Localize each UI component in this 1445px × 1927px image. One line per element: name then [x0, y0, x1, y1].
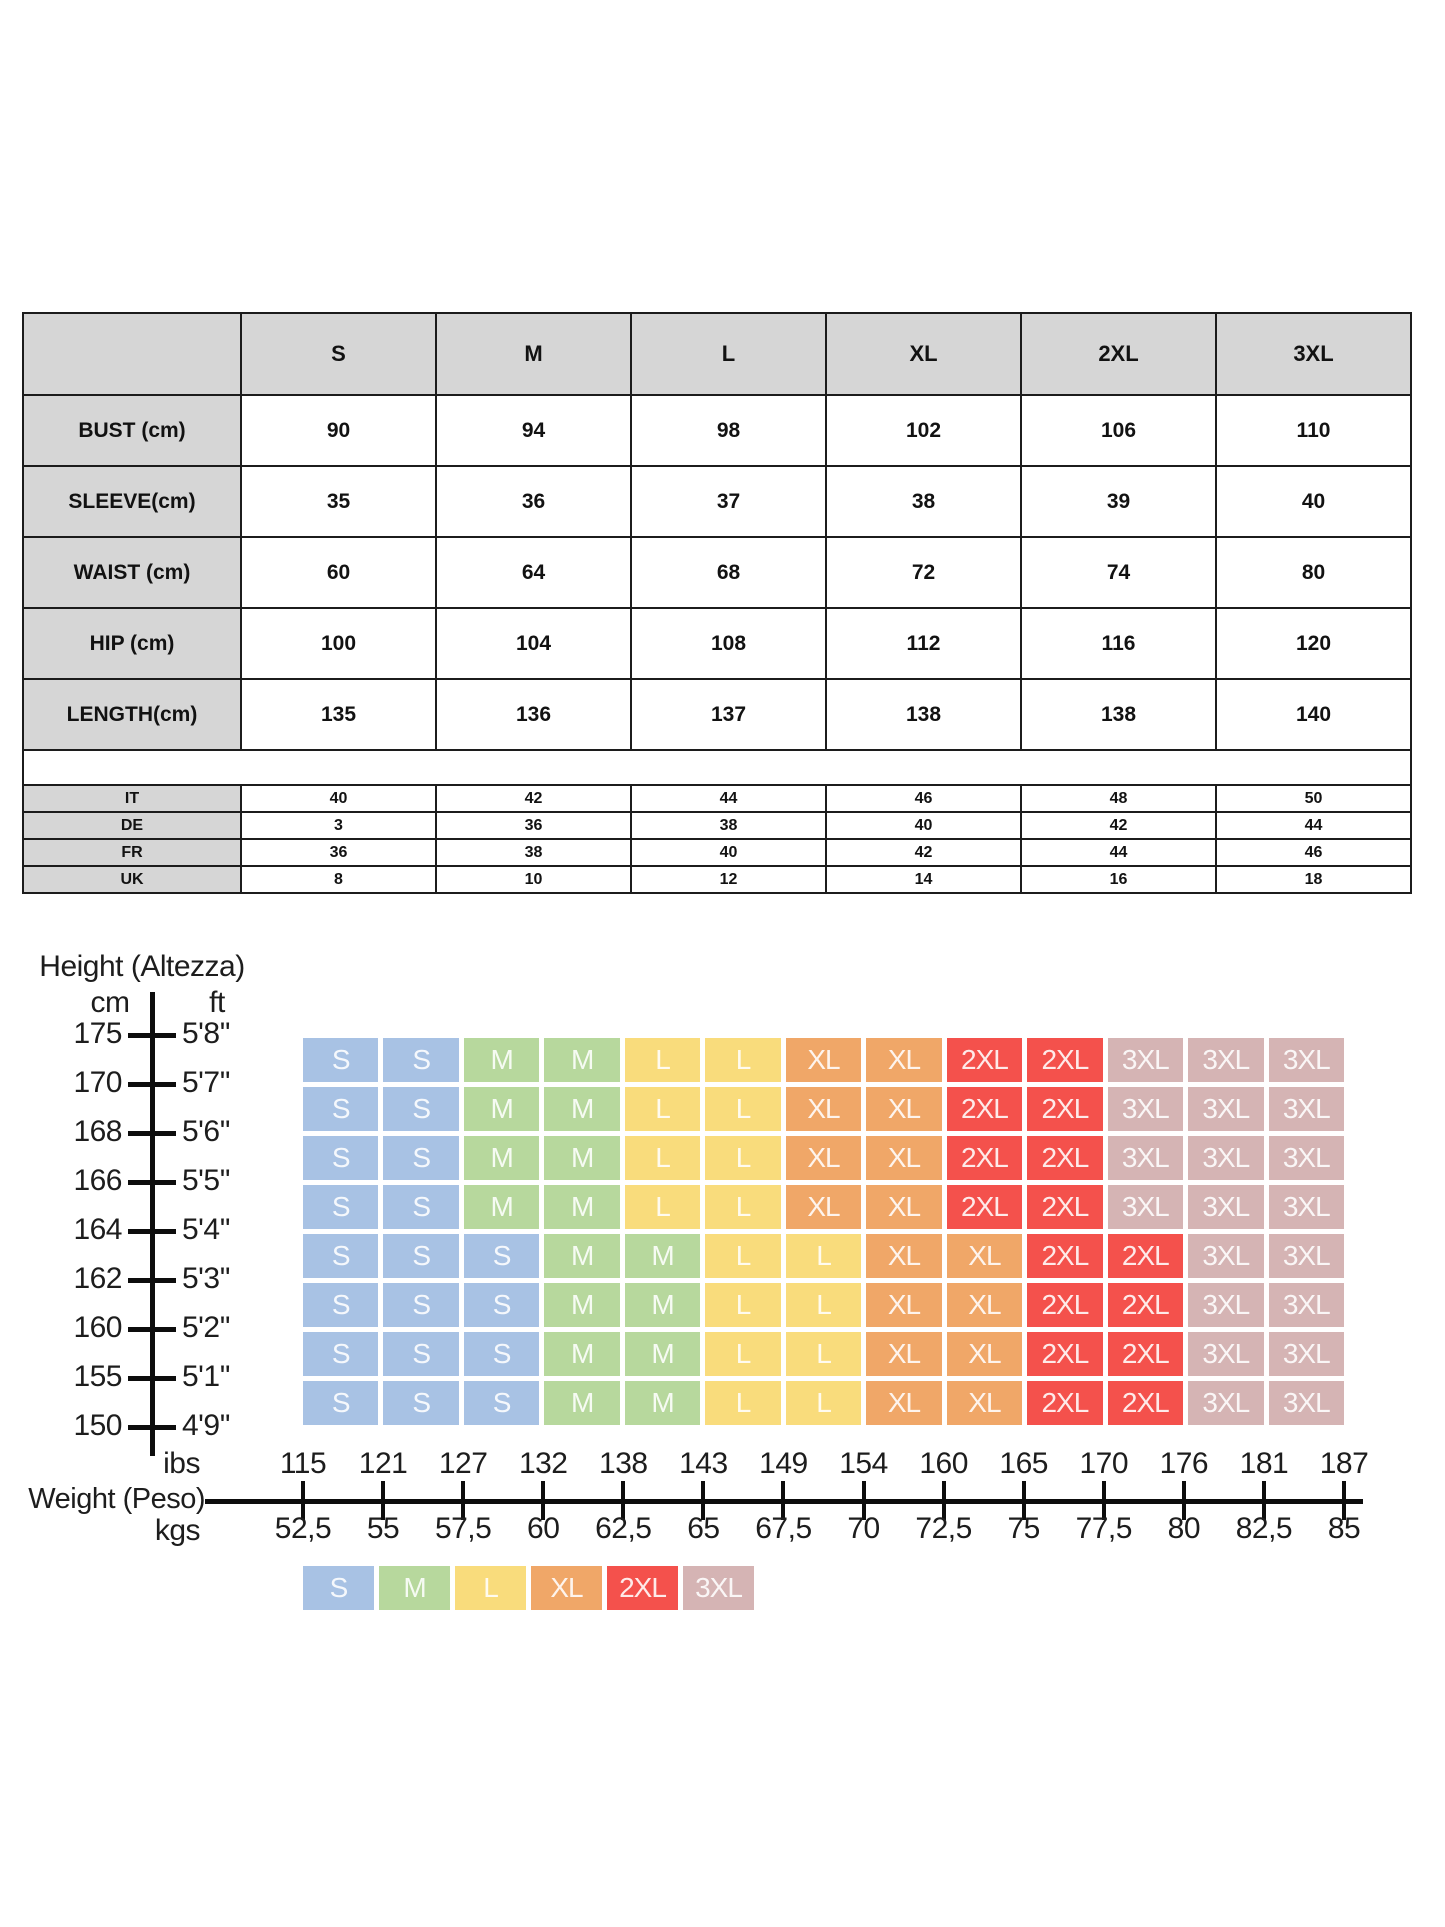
size-grid-cell: 3XL	[1108, 1038, 1183, 1082]
value-cell: 40	[826, 812, 1021, 839]
size-grid-cell: L	[705, 1185, 780, 1229]
weight-tick-label-lbs: 176	[1159, 1447, 1209, 1480]
size-grid-cell: XL	[786, 1087, 861, 1131]
height-tick-label-cm: 168	[73, 1115, 122, 1148]
size-grid-cell: 3XL	[1188, 1332, 1263, 1376]
size-grid-cell: L	[625, 1136, 700, 1180]
value-cell: 18	[1216, 866, 1411, 893]
size-grid-cell: 3XL	[1269, 1332, 1344, 1376]
height-tick-label-cm: 175	[73, 1017, 122, 1050]
height-tick-label-ft: 5'4''	[182, 1213, 231, 1246]
value-cell: 138	[1021, 679, 1216, 750]
size-grid-cell: M	[625, 1234, 700, 1278]
size-grid-cell: 2XL	[1027, 1185, 1102, 1229]
row-label-cell: DE	[23, 812, 241, 839]
weight-tick-label-kgs: 52,5	[274, 1512, 332, 1545]
weight-tick-label-kgs: 85	[1327, 1512, 1361, 1545]
size-grid-cell: 3XL	[1269, 1381, 1344, 1425]
table-row	[23, 679, 1411, 750]
value-cell: 36	[436, 812, 631, 839]
table-row	[23, 395, 1411, 466]
weight-tick-label-lbs: 160	[919, 1447, 968, 1480]
legend-item: M	[379, 1566, 450, 1610]
size-grid-cell: XL	[866, 1283, 941, 1327]
size-grid-cell: 3XL	[1188, 1185, 1263, 1229]
size-conversion-table	[22, 784, 1412, 894]
value-cell: 37	[631, 466, 826, 537]
value-cell: 108	[631, 608, 826, 679]
weight-unit-kgs: kgs	[154, 1514, 200, 1547]
size-grid-cell: XL	[866, 1038, 941, 1082]
size-grid-cell: XL	[866, 1381, 941, 1425]
value-cell: 42	[1021, 812, 1216, 839]
size-grid-cell: S	[383, 1185, 458, 1229]
size-grid-cell: S	[303, 1136, 378, 1180]
size-grid-cell: M	[544, 1185, 619, 1229]
size-grid-cell: 2XL	[1027, 1136, 1102, 1180]
size-column-header: M	[436, 313, 631, 395]
size-grid-cell: 2XL	[1108, 1332, 1183, 1376]
value-cell: 10	[436, 866, 631, 893]
size-grid	[303, 1038, 1344, 1425]
size-grid-cell: L	[625, 1087, 700, 1131]
size-grid-cell: XL	[866, 1234, 941, 1278]
size-grid-cell: 2XL	[947, 1136, 1022, 1180]
value-cell: 120	[1216, 608, 1411, 679]
value-cell: 136	[436, 679, 631, 750]
value-cell: 8	[241, 866, 436, 893]
height-unit-ft: ft	[209, 986, 225, 1019]
height-tick-label-cm: 162	[73, 1262, 122, 1295]
height-tick-label-ft: 5'1''	[182, 1360, 231, 1393]
value-cell: 46	[826, 785, 1021, 812]
size-grid-cell: L	[705, 1136, 780, 1180]
row-label-cell: LENGTH(cm)	[23, 679, 241, 750]
size-grid-cell: 3XL	[1188, 1234, 1263, 1278]
size-grid-cell: S	[303, 1332, 378, 1376]
value-cell: 116	[1021, 608, 1216, 679]
height-tick-label-cm: 150	[73, 1409, 122, 1442]
size-grid-cell: S	[464, 1234, 539, 1278]
height-tick-label-ft: 5'5''	[182, 1164, 231, 1197]
weight-tick-label-kgs: 55	[366, 1512, 400, 1545]
size-grid-cell: L	[786, 1283, 861, 1327]
row-label-cell: FR	[23, 839, 241, 866]
legend-item: S	[303, 1566, 374, 1610]
value-cell: 80	[1216, 537, 1411, 608]
height-tick-label-ft: 5'3''	[182, 1262, 231, 1295]
value-cell: 16	[1021, 866, 1216, 893]
height-tick-label-ft: 5'2''	[182, 1311, 231, 1344]
value-cell: 44	[1216, 812, 1411, 839]
row-label-cell: UK	[23, 866, 241, 893]
height-tick-mark	[128, 1229, 176, 1234]
size-legend	[303, 1566, 754, 1610]
weight-tick-label-kgs: 57,5	[434, 1512, 492, 1545]
size-measurement-table	[22, 312, 1412, 751]
size-grid-cell: S	[383, 1332, 458, 1376]
size-grid-cell: M	[464, 1038, 539, 1082]
height-tick-label-cm: 160	[73, 1311, 122, 1344]
size-grid-cell: 3XL	[1108, 1185, 1183, 1229]
size-grid-cell: 3XL	[1188, 1038, 1263, 1082]
value-cell: 36	[436, 466, 631, 537]
height-tick-label-ft: 5'6''	[182, 1115, 231, 1148]
size-grid-cell: L	[786, 1381, 861, 1425]
value-cell: 3	[241, 812, 436, 839]
row-label-cell: WAIST (cm)	[23, 537, 241, 608]
size-grid-cell: L	[705, 1332, 780, 1376]
value-cell: 110	[1216, 395, 1411, 466]
size-grid-cell: L	[625, 1038, 700, 1082]
size-column-header: L	[631, 313, 826, 395]
size-grid-cell: M	[625, 1283, 700, 1327]
weight-tick-label-lbs: 149	[759, 1447, 808, 1480]
size-column-header: 3XL	[1216, 313, 1411, 395]
value-cell: 46	[1216, 839, 1411, 866]
size-grid-cell: S	[383, 1136, 458, 1180]
weight-unit-lbs: ibs	[163, 1447, 200, 1480]
table-gap-row	[22, 751, 1412, 784]
value-cell: 112	[826, 608, 1021, 679]
value-cell: 102	[826, 395, 1021, 466]
weight-tick-label-kgs: 67,5	[755, 1512, 812, 1545]
size-grid-cell: S	[303, 1283, 378, 1327]
size-grid-cell: XL	[866, 1087, 941, 1131]
size-grid-cell: XL	[947, 1283, 1022, 1327]
size-grid-cell: 2XL	[1027, 1087, 1102, 1131]
weight-tick-label-kgs: 70	[847, 1512, 880, 1545]
size-grid-cell: XL	[947, 1332, 1022, 1376]
size-grid-cell: L	[786, 1234, 861, 1278]
size-column-header: 2XL	[1021, 313, 1216, 395]
value-cell: 64	[436, 537, 631, 608]
height-tick-mark	[128, 1327, 176, 1332]
value-cell: 138	[826, 679, 1021, 750]
size-grid-cell: M	[544, 1087, 619, 1131]
size-grid-cell: 3XL	[1108, 1136, 1183, 1180]
value-cell: 50	[1216, 785, 1411, 812]
height-tick-label-ft: 5'7''	[182, 1066, 231, 1099]
size-grid-cell: S	[383, 1087, 458, 1131]
size-grid-cell: S	[383, 1038, 458, 1082]
size-grid-cell: 2XL	[1108, 1234, 1183, 1278]
value-cell: 68	[631, 537, 826, 608]
weight-tick-label-lbs: 165	[999, 1447, 1048, 1480]
value-cell: 38	[631, 812, 826, 839]
size-grid-cell: 3XL	[1108, 1087, 1183, 1131]
row-label-cell: IT	[23, 785, 241, 812]
size-grid-cell: M	[544, 1283, 619, 1327]
weight-tick-label-lbs: 121	[358, 1447, 408, 1480]
height-tick-mark	[128, 1376, 176, 1381]
table-corner-cell	[23, 313, 241, 395]
size-grid-cell: L	[705, 1283, 780, 1327]
value-cell: 14	[826, 866, 1021, 893]
size-grid-cell: S	[303, 1038, 378, 1082]
weight-tick-label-lbs: 154	[839, 1447, 888, 1480]
size-grid-cell: 3XL	[1188, 1283, 1263, 1327]
size-grid-cell: XL	[866, 1332, 941, 1376]
row-label-cell: BUST (cm)	[23, 395, 241, 466]
height-tick-mark	[128, 1180, 176, 1185]
value-cell: 48	[1021, 785, 1216, 812]
value-cell: 137	[631, 679, 826, 750]
weight-tick-label-kgs: 65	[687, 1512, 720, 1545]
size-grid-cell: S	[383, 1234, 458, 1278]
row-label-cell: HIP (cm)	[23, 608, 241, 679]
size-grid-cell: 3XL	[1269, 1087, 1344, 1131]
size-tables-section	[22, 312, 1412, 894]
size-grid-cell: S	[383, 1381, 458, 1425]
value-cell: 36	[241, 839, 436, 866]
height-tick-label-ft: 4'9''	[182, 1409, 231, 1442]
height-tick-label-cm: 164	[73, 1213, 122, 1246]
weight-tick-label-kgs: 62,5	[595, 1512, 652, 1545]
size-grid-cell: 3XL	[1269, 1136, 1344, 1180]
weight-tick-label-lbs: 143	[679, 1447, 728, 1480]
height-axis-line	[150, 992, 155, 1456]
weight-tick-label-kgs: 72,5	[915, 1512, 972, 1545]
size-grid-cell: XL	[786, 1038, 861, 1082]
size-column-header: XL	[826, 313, 1021, 395]
value-cell: 44	[631, 785, 826, 812]
size-grid-cell: XL	[786, 1185, 861, 1229]
size-grid-cell: 2XL	[947, 1087, 1022, 1131]
size-grid-cell: 2XL	[1027, 1234, 1102, 1278]
size-grid-cell: S	[464, 1283, 539, 1327]
weight-tick-label-lbs: 187	[1319, 1447, 1369, 1480]
size-grid-cell: L	[705, 1038, 780, 1082]
size-grid-cell: L	[625, 1185, 700, 1229]
height-tick-mark	[128, 1131, 176, 1136]
table-row	[23, 839, 1411, 866]
value-cell: 135	[241, 679, 436, 750]
height-axis-title: Height (Altezza)	[39, 950, 245, 983]
weight-tick-label-kgs: 82,5	[1235, 1512, 1293, 1545]
value-cell: 90	[241, 395, 436, 466]
size-grid-cell: XL	[947, 1381, 1022, 1425]
weight-axis-title: Weight (Peso)	[28, 1483, 205, 1515]
size-grid-cell: L	[705, 1087, 780, 1131]
height-tick-label-cm: 170	[73, 1066, 122, 1099]
weight-tick-label-lbs: 132	[518, 1447, 568, 1480]
weight-tick-label-lbs: 181	[1239, 1447, 1289, 1480]
size-grid-cell: 2XL	[1027, 1038, 1102, 1082]
size-grid-cell: 2XL	[947, 1038, 1022, 1082]
weight-tick-label-lbs: 115	[279, 1447, 327, 1480]
height-tick-label-cm: 166	[73, 1164, 122, 1197]
value-cell: 72	[826, 537, 1021, 608]
value-cell: 60	[241, 537, 436, 608]
size-grid-cell: M	[544, 1136, 619, 1180]
height-tick-label-ft: 5'8''	[182, 1017, 231, 1050]
size-grid-cell: S	[303, 1185, 378, 1229]
size-grid-cell: 3XL	[1188, 1136, 1263, 1180]
size-grid-cell: M	[544, 1038, 619, 1082]
size-grid-cell: M	[464, 1087, 539, 1131]
size-grid-cell: XL	[866, 1185, 941, 1229]
value-cell: 106	[1021, 395, 1216, 466]
size-grid-cell: XL	[786, 1136, 861, 1180]
size-grid-cell: S	[303, 1087, 378, 1131]
size-grid-cell: S	[383, 1283, 458, 1327]
table-row	[23, 785, 1411, 812]
weight-tick-label-lbs: 138	[599, 1447, 648, 1480]
size-grid-cell: XL	[947, 1234, 1022, 1278]
size-grid-cell: M	[544, 1381, 619, 1425]
weight-tick-label-lbs: 170	[1079, 1447, 1129, 1480]
size-grid-cell: 2XL	[1027, 1332, 1102, 1376]
size-grid-cell: 2XL	[1027, 1381, 1102, 1425]
size-grid-cell: M	[464, 1185, 539, 1229]
size-grid-cell: 3XL	[1269, 1234, 1344, 1278]
size-grid-cell: L	[705, 1234, 780, 1278]
weight-tick-label-lbs: 127	[438, 1447, 488, 1480]
size-grid-cell: M	[544, 1332, 619, 1376]
value-cell: 39	[1021, 466, 1216, 537]
size-grid-cell: 3XL	[1188, 1381, 1263, 1425]
value-cell: 100	[241, 608, 436, 679]
size-grid-cell: S	[303, 1234, 378, 1278]
value-cell: 98	[631, 395, 826, 466]
value-cell: 44	[1021, 839, 1216, 866]
value-cell: 74	[1021, 537, 1216, 608]
value-cell: 38	[826, 466, 1021, 537]
table-row	[23, 866, 1411, 893]
row-label-cell: SLEEVE(cm)	[23, 466, 241, 537]
table-row	[23, 812, 1411, 839]
size-table-header-row	[23, 313, 1411, 395]
size-grid-cell: S	[464, 1381, 539, 1425]
size-grid-cell: 2XL	[1108, 1283, 1183, 1327]
value-cell: 42	[826, 839, 1021, 866]
size-grid-cell: M	[544, 1234, 619, 1278]
value-cell: 42	[436, 785, 631, 812]
height-tick-mark	[128, 1278, 176, 1283]
size-grid-cell: 2XL	[947, 1185, 1022, 1229]
size-grid-cell: S	[464, 1332, 539, 1376]
size-grid-cell: 3XL	[1188, 1087, 1263, 1131]
weight-tick-label-kgs: 75	[1007, 1512, 1040, 1545]
value-cell: 140	[1216, 679, 1411, 750]
size-grid-cell: M	[625, 1332, 700, 1376]
legend-item: L	[455, 1566, 526, 1610]
value-cell: 40	[1216, 466, 1411, 537]
size-grid-cell: 2XL	[1027, 1283, 1102, 1327]
size-grid-cell: S	[303, 1381, 378, 1425]
height-tick-mark	[128, 1425, 176, 1430]
value-cell: 94	[436, 395, 631, 466]
value-cell: 12	[631, 866, 826, 893]
value-cell: 40	[241, 785, 436, 812]
value-cell: 104	[436, 608, 631, 679]
weight-tick-label-kgs: 60	[527, 1512, 560, 1545]
weight-tick-label-kgs: 77,5	[1075, 1512, 1132, 1545]
value-cell: 40	[631, 839, 826, 866]
table-row	[23, 466, 1411, 537]
size-grid-cell: 3XL	[1269, 1185, 1344, 1229]
size-grid-cell: 2XL	[1108, 1381, 1183, 1425]
legend-item: 3XL	[683, 1566, 754, 1610]
height-unit-cm: cm	[90, 986, 130, 1019]
value-cell: 35	[241, 466, 436, 537]
size-grid-cell: 3XL	[1269, 1283, 1344, 1327]
height-tick-mark	[128, 1082, 176, 1087]
size-column-header: S	[241, 313, 436, 395]
table-row	[23, 608, 1411, 679]
size-grid-cell: 3XL	[1269, 1038, 1344, 1082]
legend-item: XL	[531, 1566, 602, 1610]
weight-tick-label-kgs: 80	[1167, 1512, 1201, 1545]
size-grid-cell: L	[705, 1381, 780, 1425]
table-row	[23, 537, 1411, 608]
height-tick-label-cm: 155	[73, 1360, 122, 1393]
value-cell: 38	[436, 839, 631, 866]
height-tick-mark	[128, 1033, 176, 1038]
size-grid-cell: XL	[866, 1136, 941, 1180]
size-grid-cell: M	[464, 1136, 539, 1180]
legend-item: 2XL	[607, 1566, 678, 1610]
size-grid-cell: M	[625, 1381, 700, 1425]
size-grid-cell: L	[786, 1332, 861, 1376]
